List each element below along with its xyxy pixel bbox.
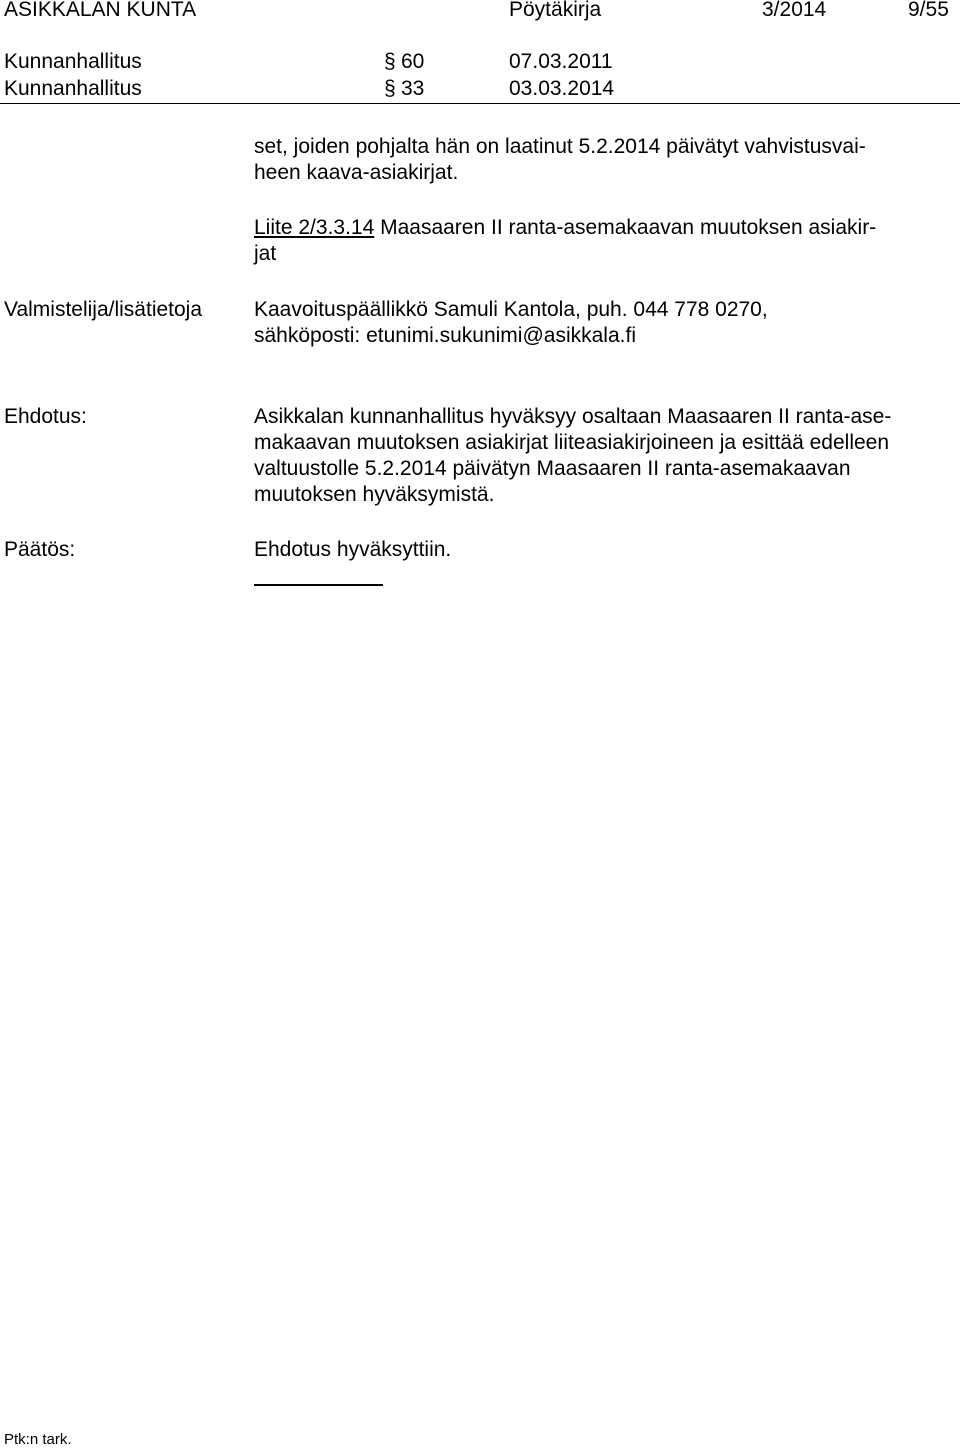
attachment-title: Maasaaren II ranta-asemakaavan muutoksen asiakir- bbox=[374, 216, 877, 239]
section-sign: § bbox=[384, 50, 396, 73]
intro-paragraph bbox=[254, 134, 954, 186]
page-number: 9/55 bbox=[908, 0, 949, 21]
preparer-line: sähköposti: etunimi.sukunimi@asikkala.fi bbox=[254, 324, 636, 347]
document-issue: 3/2014 bbox=[762, 0, 827, 21]
attachment-line bbox=[254, 215, 954, 241]
attachment-line: jat bbox=[254, 242, 277, 265]
proposal-text bbox=[254, 404, 954, 508]
meeting-date: 07.03.2011 bbox=[509, 50, 613, 73]
proposal-line: makaavan muutoksen asiakirjat liiteasiakirjoineen ja esittää edelleen bbox=[254, 431, 890, 454]
preparer-label: Valmistelija/lisätietoja bbox=[4, 298, 203, 321]
decision-label: Päätös: bbox=[4, 538, 76, 561]
municipality-name: ASIKKALAN KUNTA bbox=[4, 0, 197, 21]
proposal-line: muutoksen hyväksymistä. bbox=[254, 483, 495, 506]
proposal-line: Asikkalan kunnanhallitus hyväksyy osaltaan Maasaaren II ranta-ase- bbox=[254, 405, 892, 428]
section-sign: § bbox=[384, 77, 396, 100]
attachment-paragraph bbox=[254, 215, 954, 267]
decision-text: Ehdotus hyväksyttiin. bbox=[254, 538, 452, 561]
meeting-date: 03.03.2014 bbox=[509, 77, 615, 100]
section-number: 33 bbox=[401, 77, 425, 100]
meeting-body: Kunnanhallitus bbox=[4, 77, 142, 100]
header-divider bbox=[0, 103, 960, 104]
proposal-label: Ehdotus: bbox=[4, 405, 87, 428]
footer-reviewer-label: Ptk:n tark. bbox=[4, 1431, 72, 1448]
meeting-body: Kunnanhallitus bbox=[4, 50, 142, 73]
decision-separator bbox=[254, 584, 383, 586]
section-number: 60 bbox=[401, 50, 425, 73]
intro-line: set, joiden pohjalta hän on laatinut 5.2.2014 päivätyt vahvistusvai- bbox=[254, 135, 866, 158]
preparer-line: Kaavoituspäällikkö Samuli Kantola, puh. 044 778 0270, bbox=[254, 298, 768, 321]
preparer-info bbox=[254, 297, 954, 349]
attachment-link[interactable]: Liite 2/3.3.14 bbox=[254, 216, 375, 239]
proposal-line: valtuustolle 5.2.2014 päivätyn Maasaaren II ranta-asemakaavan bbox=[254, 457, 851, 480]
document-type: Pöytäkirja bbox=[509, 0, 602, 21]
intro-line: heen kaava-asiakirjat. bbox=[254, 161, 459, 184]
